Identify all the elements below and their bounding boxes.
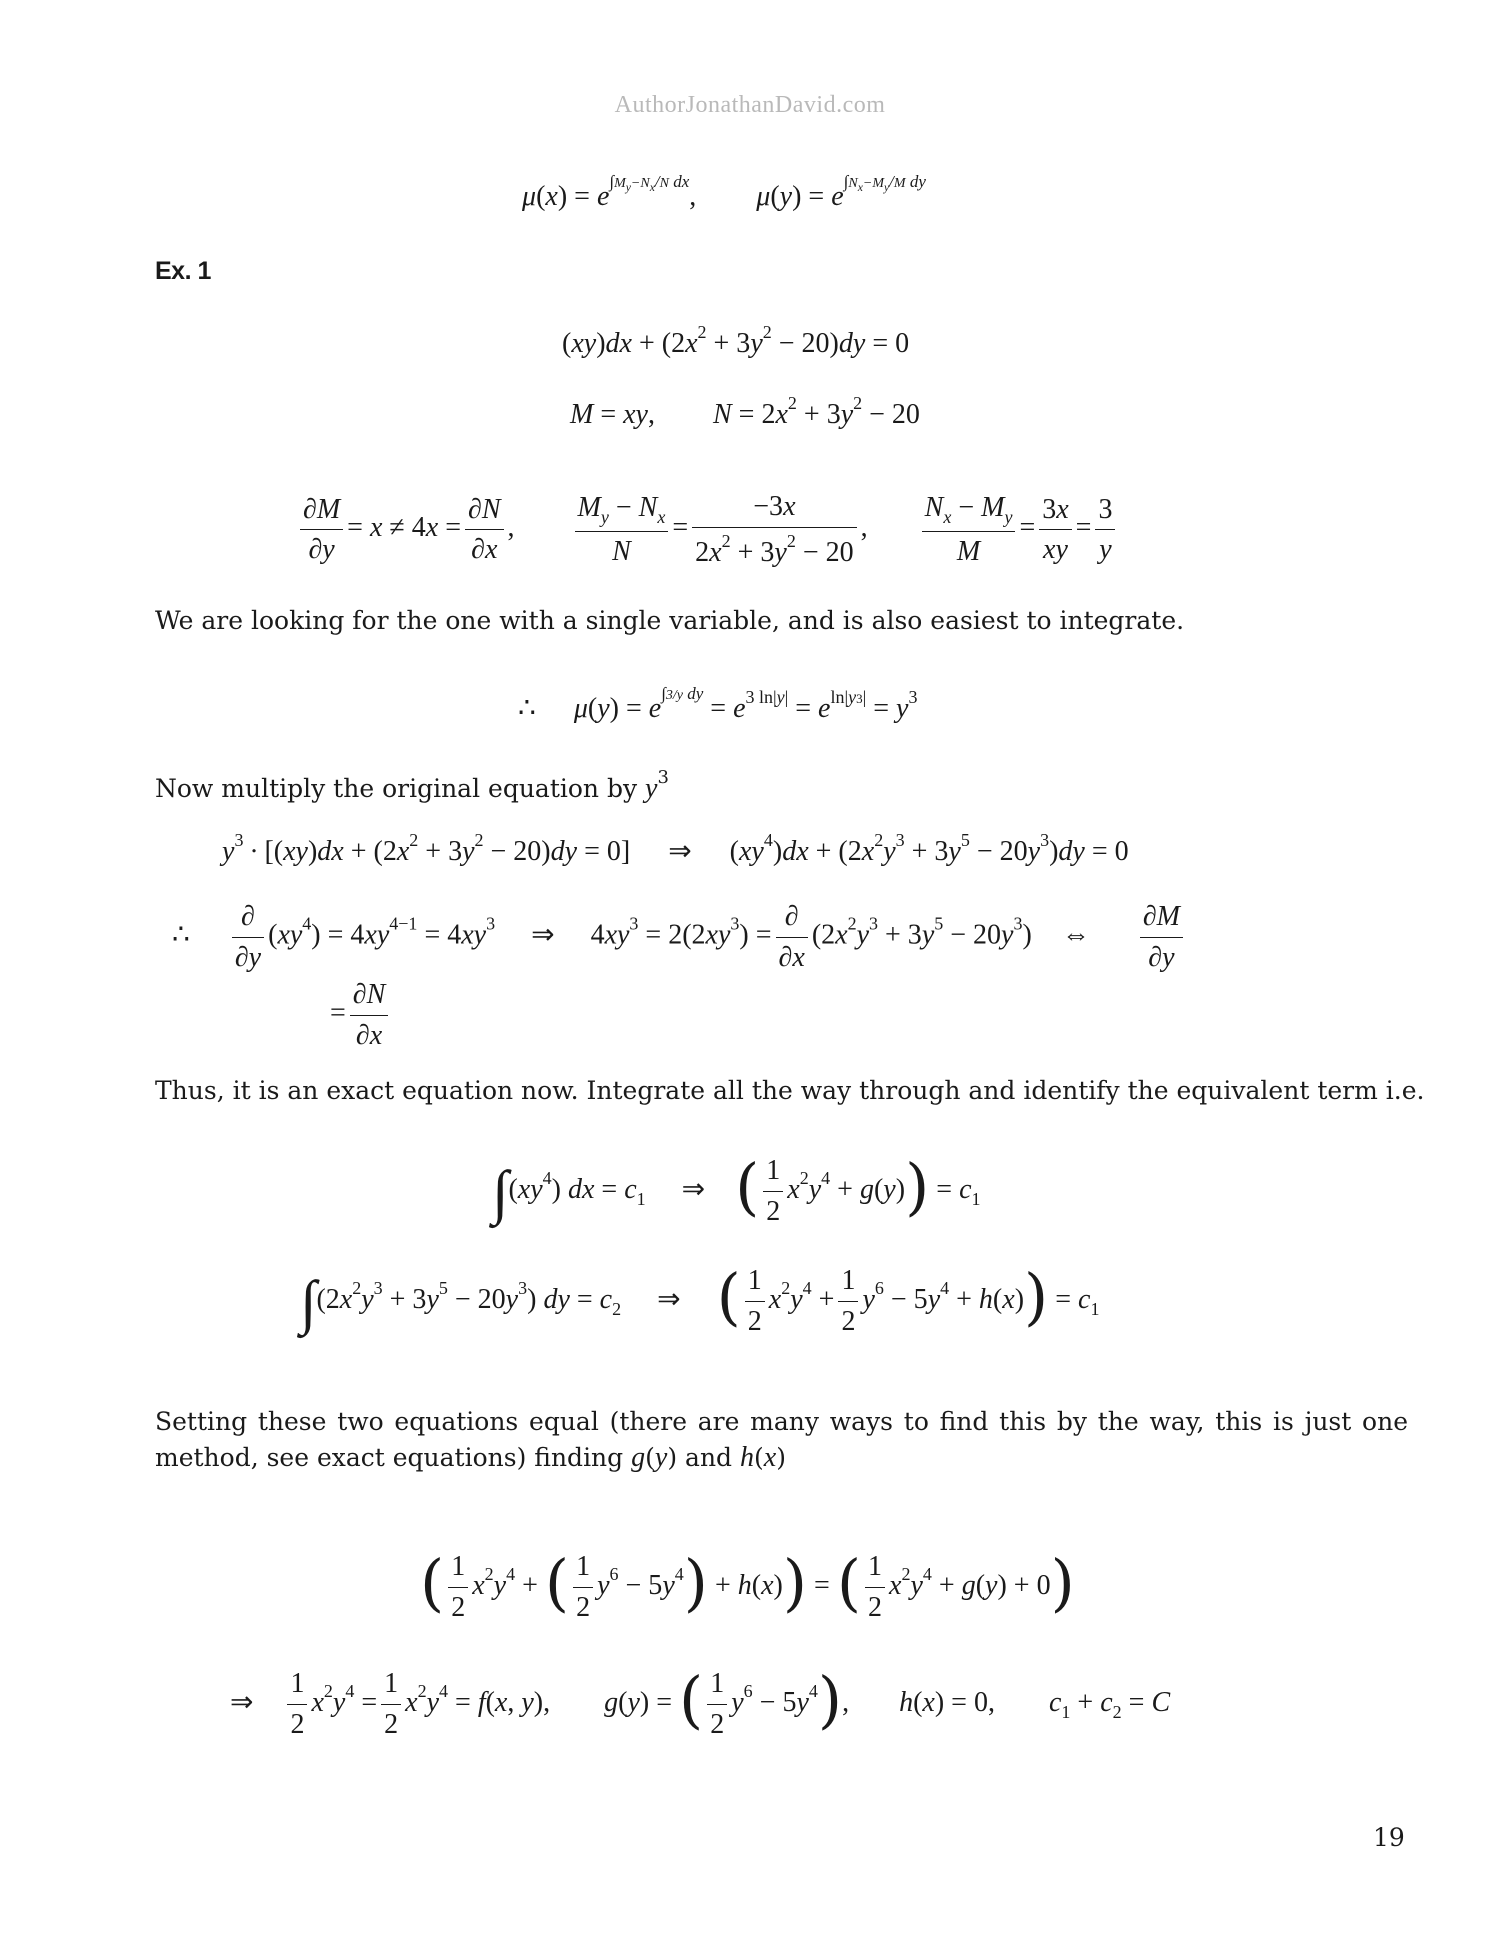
example-label: Ex. 1 bbox=[155, 257, 211, 285]
exactness-check: ∴ $\frac{\partial}{\partial y}$ $(xy^4) = 4xy^{4-1} = 4xy^3$ ⇒ $4xy^3 = 2(2xy^3)$ = $\frac{\partial}{\partial x}$ $(2x^2y^3 + 3y^5 - 20y^3)$ ⇔ $\frac{\partial M}{\partial y}$ bbox=[172, 900, 1187, 974]
combined-equation: ( $\frac{1}{2}$ $x^2y^4$ + ( $\frac{1}{2}$ $y^6 - 5y^4) + h(x)$) = ( $\frac{1}{2}$ $x^2y^4 + g(y) + 0$) bbox=[420, 1546, 1075, 1624]
partial-derivative-comparison: $\frac{\partial M}{\partial y}$ = x ≠ 4x = $\frac{\partial N}{\partial x}$ , $\frac{M_y - N_x}{N}$ = $\frac{-3x}{2x^2 + 3y^2 - 20}$ , $\frac{N_x - M_y}{M}$ = $\frac{3x}{xy}$ = $\frac{3}{y}$ bbox=[296, 490, 1119, 569]
integral-dx: $\int(xy^4)$ dx = $c_1$ ⇒ ( $\frac{1}{2}$ $x^2y^4 + g(y)) = c_1$ bbox=[492, 1150, 981, 1228]
page-number: 19 bbox=[1373, 1823, 1405, 1852]
integrating-factor-formulas: $\mu(x) = e^{\int M_y-N_x/N dx}$, $\mu(y) = e^{\int N_x-M_y/M dy}$ bbox=[522, 172, 926, 212]
multiply-text: Now multiply the original equation by $y^3$ bbox=[155, 767, 669, 804]
page-header: AuthorJonathanDavid.com bbox=[614, 92, 886, 118]
setting-equal-paragraph: Setting these two equations equal (there are many ways to find this by the way, this is just one method, see exact equations) finding g(y) and h(x) bbox=[155, 1407, 1408, 1473]
multiplied-equation: $y^3 \cdot [(xy)dx + (2x^2 + 3y^2 - 20)dy = 0]$ ⇒ $(xy^4)dx + (2x^2y^3 + 3y^5 - 20y^3)dy = 0$ bbox=[222, 830, 1129, 867]
exact-equation-text: Thus, it is an exact equation now. Integrate all the way through and identify the equivalent term i.e. bbox=[155, 1076, 1425, 1105]
original-equation: $(xy)dx + (2x^2 + 3y^2 - 20)dy = 0$ bbox=[562, 322, 910, 359]
exactness-check-continued: = $\frac{\partial N}{\partial x}$ bbox=[330, 978, 392, 1052]
single-variable-text: We are looking for the one with a single variable, and is also easiest to integrate. bbox=[155, 606, 1185, 635]
final-results: ⇒ $\frac{1}{2}$ $x^2y^4$ = $\frac{1}{2}$ $x^2y^4 = f(x$, y), g(y) = ( $\frac{1}{2}$ $y^6 - 5y^4$), h(x) = 0, $c_1 + c_2 = C$ bbox=[230, 1663, 1171, 1741]
integral-dy: $\int(2x^2y^3 + 3y^5 - 20y^3)$ dy = $c_2$ ⇒ ( $\frac{1}{2}$ $x^2y^4$ + $\frac{1}{2}$ $y^6 - 5y^4 + h(x)) = c_1$ bbox=[300, 1260, 1100, 1338]
m-n-definitions: M = xy, $N = 2x^2 + 3y^2 - 20$ bbox=[570, 393, 920, 430]
mu-y-result: ∴ $\mu(y) = e^{\int 3/y dy} = e^{3 ln|y|} = e^{ln|y3|} = y^3$ bbox=[518, 684, 918, 724]
